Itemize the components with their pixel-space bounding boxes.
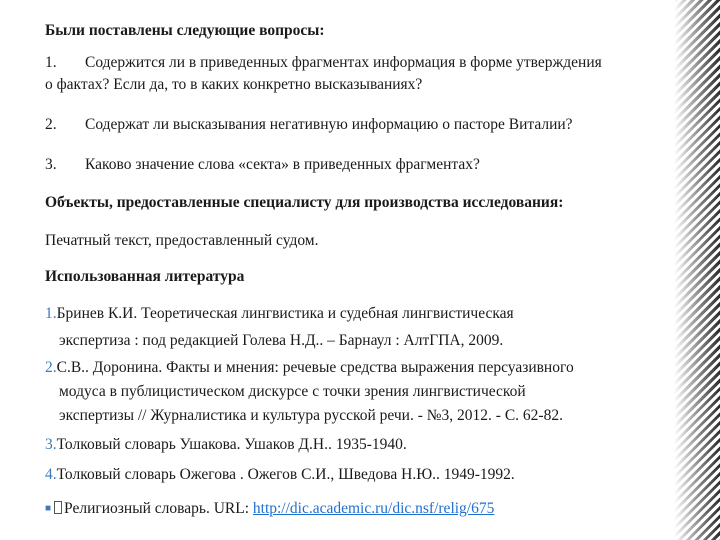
question-number: 3.	[45, 156, 57, 173]
objects-heading: Объекты, предоставленные специалисту для производства исследования:	[45, 194, 564, 211]
question-text: Содержится ли в приведенных фрагментах информация в форме утверждения	[85, 54, 602, 71]
literature-item-3	[45, 432, 685, 458]
literature-number: 4.	[45, 466, 57, 483]
literature-line: экспертиза : под редакцией Голева Н.Д.. – Барнаул : АлтГПА, 2009.	[59, 332, 504, 349]
literature-line: модуса в публицистическом дискурсе с точки зрения лингвистической	[59, 383, 526, 400]
literature-line: Толковый словарь Ушакова. Ушаков Д.Н.. 1935-1940.	[56, 436, 407, 453]
question-text-continued: о фактах? Если да, то в каких конкретно высказываниях?	[45, 76, 423, 93]
literature-list	[45, 300, 685, 522]
literature-item-1	[45, 300, 685, 354]
literature-extra-item	[45, 496, 685, 522]
literature-item-4	[45, 462, 685, 488]
objects-text: Печатный текст, предоставленный судом.	[45, 232, 319, 249]
literature-line: С.В.. Доронина. Факты и мнения: речевые средства выражения персуазивного	[56, 359, 574, 376]
question-item-1	[45, 54, 685, 98]
relig-dictionary-link[interactable]: http://dic.academic.ru/dic.nsf/relig/675	[252, 500, 495, 517]
bullet-square-icon: ■	[45, 503, 52, 514]
question-number: 1.	[45, 54, 57, 71]
literature-item-2	[45, 356, 685, 428]
literature-extra-label: Религиозный словарь. URL:	[64, 500, 253, 517]
question-number: 2.	[45, 116, 57, 133]
missing-glyph-icon	[54, 501, 62, 514]
literature-line: Толковый словарь Ожегова . Ожегов С.И., Шведова Н.Ю.. 1949-1992.	[56, 466, 515, 483]
literature-heading: Использованная литература	[45, 268, 245, 285]
questions-heading: Были поставлены следующие вопросы:	[45, 22, 325, 39]
literature-line: Бринев К.И. Теоретическая лингвистика и судебная лингвистическая	[56, 305, 514, 322]
literature-number: 1.	[45, 305, 57, 322]
question-item-3	[45, 152, 685, 178]
question-text: Содержат ли высказывания негативную информацию о пасторе Виталии?	[85, 116, 573, 133]
literature-number: 3.	[45, 436, 57, 453]
slide-content	[45, 18, 685, 522]
literature-number: 2.	[45, 359, 57, 376]
question-text: Каково значение слова «секта» в приведенных фрагментах?	[85, 156, 480, 173]
literature-line: экспертизы // Журналистика и культура русской речи. - №3, 2012. - С. 62-82.	[59, 407, 563, 424]
question-item-2	[45, 112, 685, 138]
